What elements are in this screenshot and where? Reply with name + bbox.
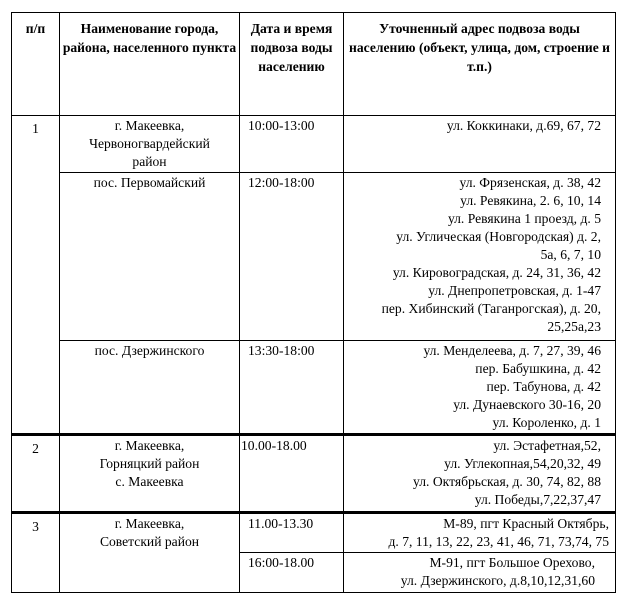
address-line: ул. Короленко, д. 1 <box>492 415 601 430</box>
water-delivery-table <box>11 12 616 593</box>
address-line: ул. Коккинаки, д.69, 67, 72 <box>446 118 601 133</box>
location-line: пос. Первомайский <box>93 175 206 190</box>
address-cell <box>344 173 616 341</box>
location-line: Червоногвардейский <box>89 136 210 151</box>
location-cell <box>60 173 240 341</box>
time-cell: 10:00-13:00 <box>240 116 344 173</box>
header-number: п/п <box>12 13 60 116</box>
table-row <box>12 116 616 173</box>
row-number: 1 <box>12 116 60 435</box>
address-line: пер. Хибинский (Таганрогская), д. 20, <box>381 301 601 316</box>
address-line: М-89, пгт Красный Октябрь, <box>443 516 609 531</box>
time-cell: 13:30-18:00 <box>240 341 344 435</box>
location-line: район <box>132 154 167 169</box>
location-line: г. Макеевка, <box>114 438 185 453</box>
time-cell: 16:00-18.00 <box>240 553 344 593</box>
location-line: пос. Дзержинского <box>94 343 205 358</box>
location-cell <box>60 435 240 513</box>
location-line: Горняцкий район <box>99 456 200 471</box>
address-cell <box>344 341 616 435</box>
address-line: ул. Ревякина, 2. 6, 10, 14 <box>460 193 601 208</box>
address-line: пер. Табунова, д. 42 <box>486 379 601 394</box>
address-cell <box>344 553 616 593</box>
location-line: с. Макеевка <box>115 474 184 489</box>
address-line: ул. Ревякина 1 проезд, д. 5 <box>447 211 601 226</box>
address-cell <box>344 116 616 173</box>
address-line: ул. Днепропетровская, д. 1-47 <box>428 283 601 298</box>
address-line: М-91, пгт Большое Орехово, <box>429 555 595 570</box>
address-cell <box>344 435 616 513</box>
time-cell: 11.00-13.30 <box>240 513 344 553</box>
address-line: ул. Кировоградская, д. 24, 31, 36, 42 <box>392 265 601 280</box>
address-line: ул. Дзержинского, д.8,10,12,31,60 <box>400 573 595 588</box>
address-cell <box>344 513 616 553</box>
table-row <box>12 513 616 553</box>
table-row <box>12 341 616 435</box>
header-location: Наименование города, района, населенного пункта <box>60 13 240 116</box>
table-row <box>12 435 616 513</box>
time-cell: 10.00-18.00 <box>240 435 344 513</box>
address-line: пер. Бабушкина, д. 42 <box>475 361 601 376</box>
header-row <box>12 13 616 116</box>
header-time: Дата и время подвоза воды населению <box>240 13 344 116</box>
location-line: г. Макеевка, <box>114 516 185 531</box>
address-line: ул. Фрязенская, д. 38, 42 <box>459 175 601 190</box>
address-line: ул. Углекопная,54,20,32, 49 <box>444 456 601 471</box>
address-line: 5а, 6, 7, 10 <box>540 247 601 262</box>
address-line: ул. Менделеева, д. 7, 27, 39, 46 <box>423 343 601 358</box>
address-line: ул. Октябрьская, д. 30, 74, 82, 88 <box>413 474 601 489</box>
location-cell <box>60 341 240 435</box>
address-line: ул. Эстафетная,52, <box>493 438 601 453</box>
header-address: Уточненный адрес подвоза воды населению (объект, улица, дом, строение и т.п.) <box>344 13 616 116</box>
address-line: 25,25а,23 <box>547 319 601 334</box>
location-line: г. Макеевка, <box>114 118 185 133</box>
address-line: д. 7, 11, 13, 22, 23, 41, 46, 71, 73,74, 75 <box>388 534 609 549</box>
location-cell <box>60 116 240 173</box>
time-cell: 12:00-18:00 <box>240 173 344 341</box>
row-number: 2 <box>12 435 60 513</box>
address-line: ул. Углическая (Новгородская) д. 2, <box>396 229 601 244</box>
address-line: ул. Победы,7,22,37,47 <box>474 492 601 507</box>
row-number: 3 <box>12 513 60 593</box>
table-row <box>12 173 616 341</box>
location-line: Советский район <box>99 534 200 549</box>
address-line: ул. Дунаевского 30-16, 20 <box>453 397 601 412</box>
location-cell <box>60 513 240 593</box>
